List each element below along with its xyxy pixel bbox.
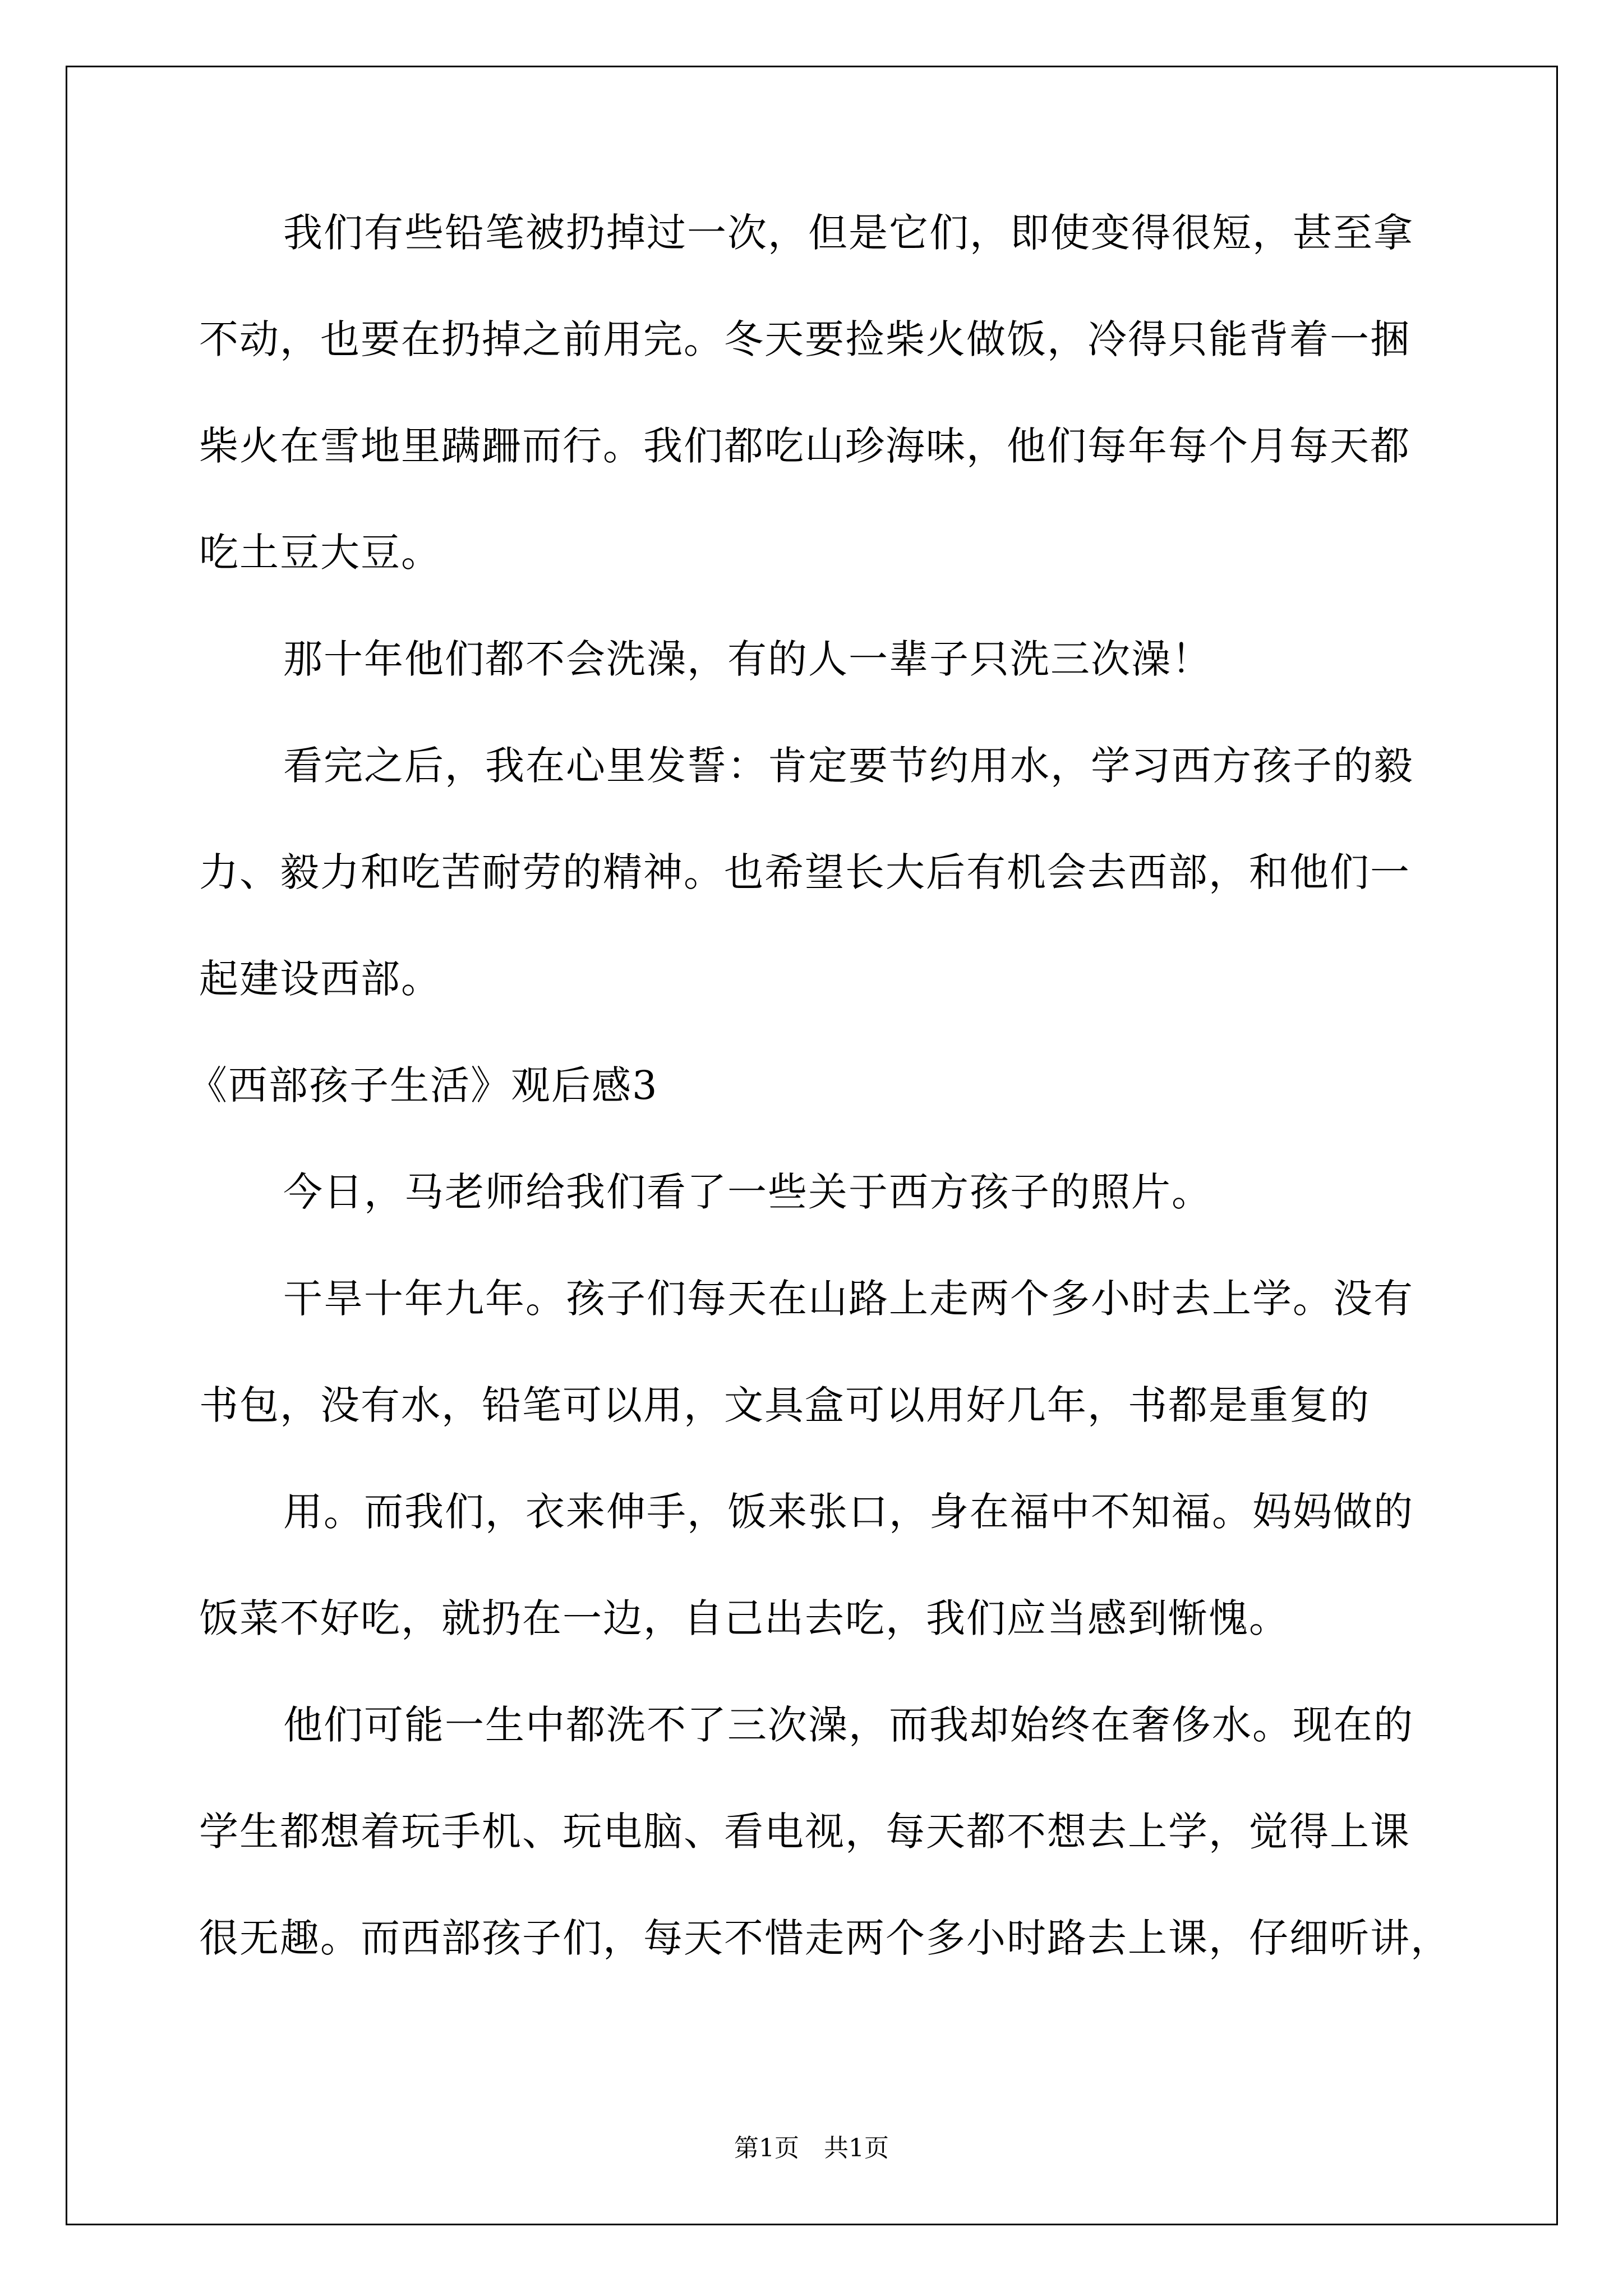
page-border [66, 66, 1558, 2225]
paragraph-line: 用。而我们，衣来伸手，饭来张口，身在福中不知福。妈妈做的 [283, 1489, 1414, 1535]
paragraph-line: 饭菜不好吃，就扔在一边，自己出去吃，我们应当感到惭愧。 [199, 1595, 1289, 1641]
paragraph-line: 今日，马老师给我们看了一些关于西方孩子的照片。 [283, 1169, 1212, 1215]
page-footer: 第1页 共1页 [734, 2134, 889, 2162]
section-heading: 《西部孩子生活》观后感3 [188, 1062, 658, 1108]
paragraph-line: 吃土豆大豆。 [199, 530, 441, 576]
paragraph-line: 那十年他们都不会洗澡，有的人一辈子只洗三次澡！ [283, 636, 1212, 682]
paragraph-line: 柴火在雪地里蹒跚而行。我们都吃山珍海味，他们每年每个月每天都 [199, 423, 1410, 469]
paragraph-line: 很无趣。而西部孩子们，每天不惜走两个多小时路去上课，仔细听讲， [199, 1915, 1451, 1961]
paragraph-line: 学生都想着玩手机、玩电脑、看电视，每天都不想去上学，觉得上课 [199, 1809, 1410, 1855]
paragraph-line: 不动，也要在扔掉之前用完。冬天要捡柴火做饭，冷得只能背着一捆 [199, 316, 1410, 362]
paragraph-line: 我们有些铅笔被扔掉过一次，但是它们，即使变得很短，甚至拿 [283, 210, 1414, 256]
paragraph-line: 起建设西部。 [199, 956, 441, 1002]
paragraph-line: 干旱十年九年。孩子们每天在山路上走两个多小时去上学。没有 [283, 1276, 1414, 1322]
paragraph-line: 力、毅力和吃苦耐劳的精神。也希望长大后有机会去西部，和他们一 [199, 849, 1410, 895]
paragraph-line: 看完之后，我在心里发誓：肯定要节约用水，学习西方孩子的毅 [283, 743, 1414, 789]
paragraph-line: 他们可能一生中都洗不了三次澡，而我却始终在奢侈水。现在的 [283, 1702, 1414, 1748]
paragraph-line: 书包，没有水，铅笔可以用，文具盒可以用好几年，书都是重复的 [199, 1382, 1370, 1428]
